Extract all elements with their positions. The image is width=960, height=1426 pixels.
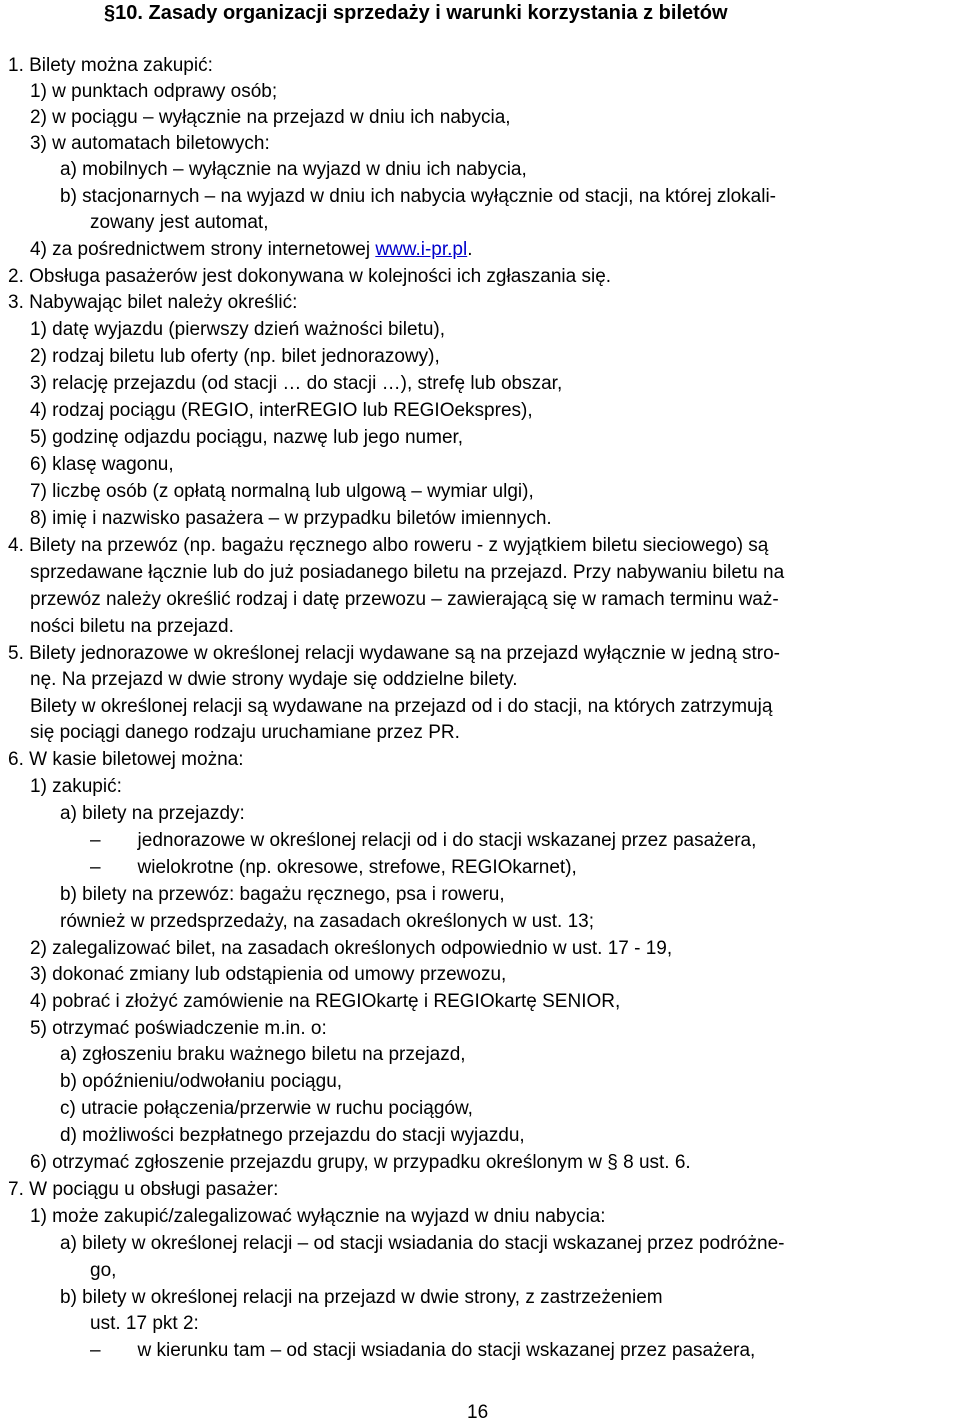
text-line: d) możliwości bezpłatnego przejazdu do stacji wyjazdu, xyxy=(60,1125,525,1146)
text-line: również w przedsprzedaży, na zasadach określonych w ust. 13; xyxy=(60,911,595,932)
text-line: 4. Bilety na przewóz (np. bagażu ręcznego albo roweru - z wyjątkiem biletu sieciowego) są xyxy=(8,535,769,556)
text-line: b) stacjonarnych – na wyjazd w dniu ich nabycia wyłącznie od stacji, na której zlokali- xyxy=(60,186,777,207)
text-line: Bilety w określonej relacji są wydawane na przejazd od i do stacji, na których zatrzymują xyxy=(30,696,773,717)
text-line: 1) zakupić: xyxy=(30,776,122,797)
text-line: przewóz należy określić rodzaj i datę przewozu – zawierającą się w ramach terminu waż- xyxy=(30,589,779,610)
text-line: 7. W pociągu u obsługi pasażer: xyxy=(8,1179,279,1200)
text-line: 2. Obsługa pasażerów jest dokonywana w kolejności ich zgłaszania się. xyxy=(8,266,612,287)
page-number: 16 xyxy=(467,1402,489,1423)
text-line: 6) otrzymać zgłoszenie przejazdu grupy, w przypadku określonym w § 8 ust. 6. xyxy=(30,1152,691,1173)
dash-bullet: – xyxy=(90,857,101,878)
text-line: go, xyxy=(90,1260,117,1281)
text-line: 4) rodzaj pociągu (REGIO, interREGIO lub REGIOekspres), xyxy=(30,400,533,421)
bullet-line xyxy=(90,1338,755,1364)
text-line: ust. 17 pkt 2: xyxy=(90,1313,199,1334)
bullet-line xyxy=(90,828,756,854)
text-line: b) bilety w określonej relacji na przejazd w dwie strony, z zastrzeżeniem xyxy=(60,1287,663,1308)
text-line: 4) za pośrednictwem strony internetowej xyxy=(30,239,371,260)
text-line: 6) klasę wagonu, xyxy=(30,454,174,475)
text-line: jednorazowe w określonej relacji od i do stacji wskazanej przez pasażera, xyxy=(137,830,757,851)
text-line: 3) w automatach biletowych: xyxy=(30,133,270,154)
text-line: 4) pobrać i złożyć zamówienie na REGIOkartę i REGIOkartę SENIOR, xyxy=(30,991,621,1012)
text-line: sprzedawane łącznie lub do już posiadanego biletu na przejazd. Przy nabywaniu biletu na xyxy=(30,562,785,583)
text-line: w kierunku tam – od stacji wsiadania do stacji wskazanej przez pasażera, xyxy=(137,1340,756,1361)
text-line: 1) w punktach odprawy osób; xyxy=(30,81,278,102)
text-line: b) bilety na przewóz: bagażu ręcznego, psa i roweru, xyxy=(60,884,505,905)
text-line: się pociągi danego rodzaju uruchamiane przez PR. xyxy=(30,722,460,743)
text-line: nę. Na przejazd w dwie strony wydaje się oddzielne bilety. xyxy=(30,669,518,690)
text-line: 3) relację przejazdu (od stacji … do stacji …), strefę lub obszar, xyxy=(30,373,563,394)
dash-bullet: – xyxy=(90,830,101,851)
text-line: b) opóźnieniu/odwołaniu pociągu, xyxy=(60,1071,343,1092)
text-line-with-link: 4) za pośrednictwem strony internetowej www.i-pr.pl. xyxy=(30,239,473,260)
text-line: 7) liczbę osób (z opłatą normalną lub ulgową – wymiar ulgi), xyxy=(30,481,534,502)
text-line: 5) godzinę odjazdu pociągu, nazwę lub jego numer, xyxy=(30,427,464,448)
section-heading: §10. Zasady organizacji sprzedaży i warunki korzystania z biletów xyxy=(104,2,728,24)
text-line: c) utracie połączenia/przerwie w ruchu pociągów, xyxy=(60,1098,473,1119)
website-link[interactable]: www.i-pr.pl xyxy=(375,239,468,260)
text-line: 3. Nabywając bilet należy określić: xyxy=(8,292,298,313)
text-line: a) bilety na przejazdy: xyxy=(60,803,245,824)
text-line: zowany jest automat, xyxy=(90,212,269,233)
text-line: 3) dokonać zmiany lub odstąpienia od umowy przewozu, xyxy=(30,964,507,985)
text-line: 2) rodzaj biletu lub oferty (np. bilet jednorazowy), xyxy=(30,346,440,367)
text-line: 2) w pociągu – wyłącznie na przejazd w dniu ich nabycia, xyxy=(30,107,511,128)
text-line: 1) datę wyjazdu (pierwszy dzień ważności biletu), xyxy=(30,319,446,340)
dash-bullet: – xyxy=(90,1340,101,1361)
text-line: a) mobilnych – wyłącznie na wyjazd w dniu ich nabycia, xyxy=(60,159,527,180)
text-line: 8) imię i nazwisko pasażera – w przypadku biletów imiennych. xyxy=(30,508,552,529)
text-line: 5. Bilety jednorazowe w określonej relacji wydawane są na przejazd wyłącznie w jedną stro- xyxy=(8,643,780,664)
text-line: a) zgłoszeniu braku ważnego biletu na przejazd, xyxy=(60,1044,466,1065)
text-line: 6. W kasie biletowej można: xyxy=(8,749,244,770)
text-line: 5) otrzymać poświadczenie m.in. o: xyxy=(30,1018,327,1039)
text-line: 1. Bilety można zakupić: xyxy=(8,55,213,76)
text-line: a) bilety w określonej relacji – od stacji wsiadania do stacji wskazanej przez podróżne- xyxy=(60,1233,785,1254)
text-line: wielokrotne (np. okresowe, strefowe, REGIOkarnet), xyxy=(137,857,577,878)
text-line: ności biletu na przejazd. xyxy=(30,616,234,637)
bullet-line xyxy=(90,855,577,881)
text-line: 2) zalegalizować bilet, na zasadach określonych odpowiednio w ust. 17 - 19, xyxy=(30,938,673,959)
text-line: 1) może zakupić/zalegalizować wyłącznie na wyjazd w dniu nabycia: xyxy=(30,1206,606,1227)
